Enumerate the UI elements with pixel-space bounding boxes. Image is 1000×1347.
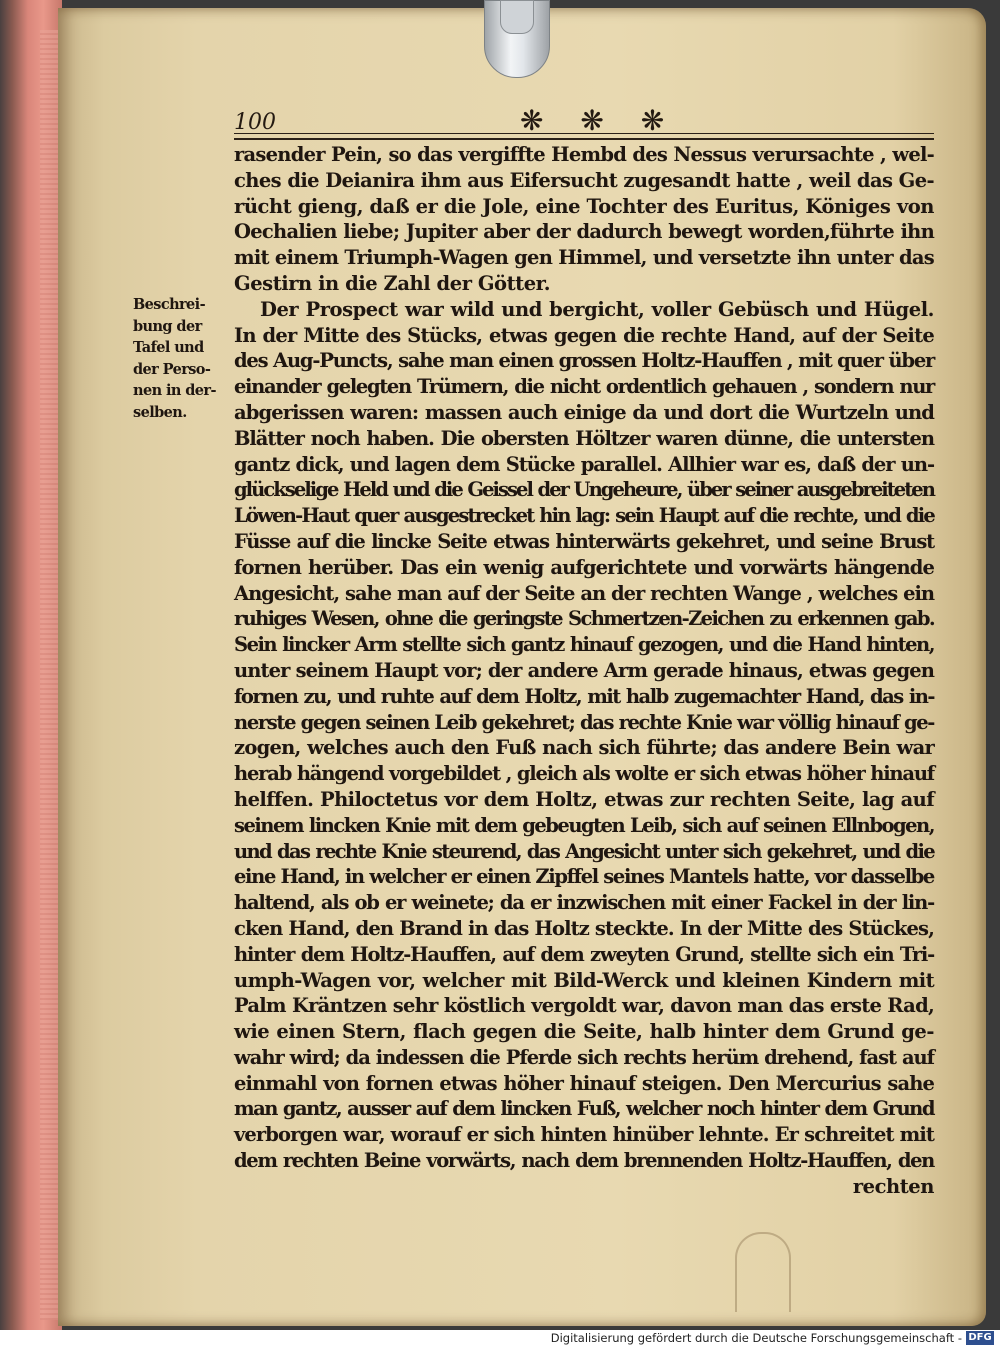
text-line: helffen. Philoctetus vor dem Holtz, etwas zur rechten Seite, lag auf bbox=[234, 787, 934, 811]
text-line: des Aug-Puncts, sahe man einen grossen Holtz-Hauffen , mit quer über bbox=[234, 349, 935, 373]
text-line: Gestirn in die Zahl der Götter. bbox=[234, 271, 551, 295]
text-line: wie einen Stern, flach gegen die Seite, halb hinter dem Grund ge- bbox=[234, 1020, 934, 1044]
text-line: cken Hand, den Brand in das Holtz steckte. In der Mitte des Stückes, bbox=[234, 916, 934, 940]
footer-credit: Digitalisierung gefördert durch die Deutsche Forschungsgemeinschaft - bbox=[550, 1331, 962, 1345]
text-line: ruhiges Wesen, ohne die geringste Schmertzen-Zeichen zu erkennen gab. bbox=[234, 607, 934, 631]
book-page-edges bbox=[0, 0, 62, 1330]
marginal-line: selben. bbox=[133, 403, 187, 421]
text-line: wahr wird; da indessen die Pferde sich rechts herüm drehend, fast auf bbox=[234, 1045, 934, 1069]
header-ornament-icon: ❋ ❋ ❋ bbox=[520, 104, 679, 137]
text-line: Sein lincker Arm stellte sich gantz hinauf gezogen, und die Hand hinten, bbox=[234, 633, 934, 657]
text-line: seinem lincken Knie mit dem gebeugten Leib, sich auf seinen Ellnbogen, bbox=[234, 813, 934, 837]
text-line: und das rechte Knie steurend, das Angesicht unter sich gekehret, und die bbox=[234, 839, 934, 863]
page-clip-tongue bbox=[500, 0, 534, 34]
text-line: rücht gieng, daß er die Jole, eine Tochter des Euritus, Königes von bbox=[234, 194, 934, 218]
text-line: hinter dem Holtz-Hauffen, auf dem zweyten Grund, stellte sich ein Tri- bbox=[234, 942, 934, 966]
text-line: fornen herüber. Das ein wenig aufgerichtete und vorwärts hängende bbox=[234, 555, 934, 579]
text-line: glückselige Held und die Geissel der Ungeheure, über seiner ausgebreiteten bbox=[234, 478, 934, 502]
text-line: nerste gegen seinen Leib gekehret; das rechte Knie war völlig hinauf ge- bbox=[234, 710, 935, 734]
text-line: verborgen war, worauf er sich hinten hinüber lehnte. Er schreitet mit bbox=[234, 1123, 934, 1147]
header-rule-thin bbox=[234, 133, 934, 134]
marginal-line: Beschrei- bbox=[133, 296, 206, 313]
body-text bbox=[234, 142, 934, 1200]
marginal-line: der Perso- bbox=[133, 360, 211, 378]
text-line: gantz dick, und lagen dem Stücke parallel. Allhier war es, daß der un- bbox=[234, 452, 934, 476]
text-line: haltend, als ob er weinete; da er inzwischen mit einer Fackel in der lin- bbox=[234, 891, 934, 915]
marginal-line: Tafel und bbox=[133, 339, 204, 356]
text-line: Löwen-Haut quer ausgestrecket hin lag: sein Haupt auf die rechte, und die bbox=[234, 504, 934, 528]
text-line: unter seinem Haupt vor; der andere Arm gerade hinaus, etwas gegen bbox=[234, 658, 934, 682]
text-line: umph-Wagen vor, welcher mit Bild-Werck und kleinen Kindern mit bbox=[234, 968, 934, 992]
page-number: 100 bbox=[234, 110, 276, 135]
text-line: zogen, welches auch den Fuß nach sich führte; das andere Bein war bbox=[234, 736, 934, 760]
page-damage-mark bbox=[735, 1232, 791, 1312]
marginal-line: bung der bbox=[133, 317, 202, 335]
marginal-note bbox=[133, 294, 225, 423]
text-line: Oechalien liebe; Jupiter aber der dadurch bewegt worden,führte ihn bbox=[234, 220, 934, 244]
text-line: Der Prospect war wild und bergicht, voller Gebüsch und Hügel. bbox=[260, 297, 934, 321]
text-line: eine Hand, in welcher er einen Zipffel seines Mantels hatte, vor dasselbe bbox=[234, 865, 934, 889]
marginal-line: nen in der- bbox=[133, 382, 216, 399]
text-line: fornen zu, und ruhte auf dem Holtz, mit halb zugemachter Hand, das in- bbox=[234, 684, 934, 708]
text-line: Angesicht, sahe man auf der Seite an der rechten Wange , welches ein bbox=[234, 581, 934, 605]
text-line: Palm Kräntzen sehr köstlich vergoldt war, davon man das erste Rad, bbox=[234, 994, 934, 1018]
text-line: einmahl von fornen etwas höher hinauf steigen. Den Mercurius sahe bbox=[234, 1071, 934, 1095]
footer-bar bbox=[0, 1330, 1000, 1347]
text-line: herab hängend vorgebildet , gleich als wolte er sich etwas höher hinauf bbox=[234, 762, 934, 786]
text-line: dem rechten Beine vorwärts, nach dem brennenden Holtz-Hauffen, den bbox=[234, 1149, 934, 1173]
text-line: abgerissen waren: massen auch einige da und dort die Wurtzeln und bbox=[234, 400, 934, 424]
text-line: man gantz, ausser auf dem lincken Fuß, welcher noch hinter dem Grund bbox=[234, 1097, 934, 1121]
text-line: Füsse auf die lincke Seite etwas hinterwärts gekehret, und seine Brust bbox=[234, 529, 934, 553]
dfg-logo-icon: DFG bbox=[966, 1331, 994, 1345]
header-rule bbox=[234, 138, 934, 140]
catchword: rechten bbox=[852, 1174, 934, 1198]
text-line: ches die Deianira ihm aus Eifersucht zugesandt hatte , weil das Ge- bbox=[234, 168, 934, 192]
text-line: Blätter noch haben. Die obersten Höltzer waren dünne, die untersten bbox=[234, 426, 934, 450]
text-line: In der Mitte des Stücks, etwas gegen die rechte Hand, auf der Seite bbox=[234, 323, 934, 347]
text-line: einander gelegten Trümern, die nicht ordentlich gehauen , sondern nur bbox=[234, 375, 934, 399]
text-line: rasender Pein, so das vergiffte Hembd des Nessus verursachte , wel- bbox=[234, 143, 934, 166]
text-line: mit einem Triumph-Wagen gen Himmel, und versetzte ihn unter das bbox=[234, 246, 934, 270]
